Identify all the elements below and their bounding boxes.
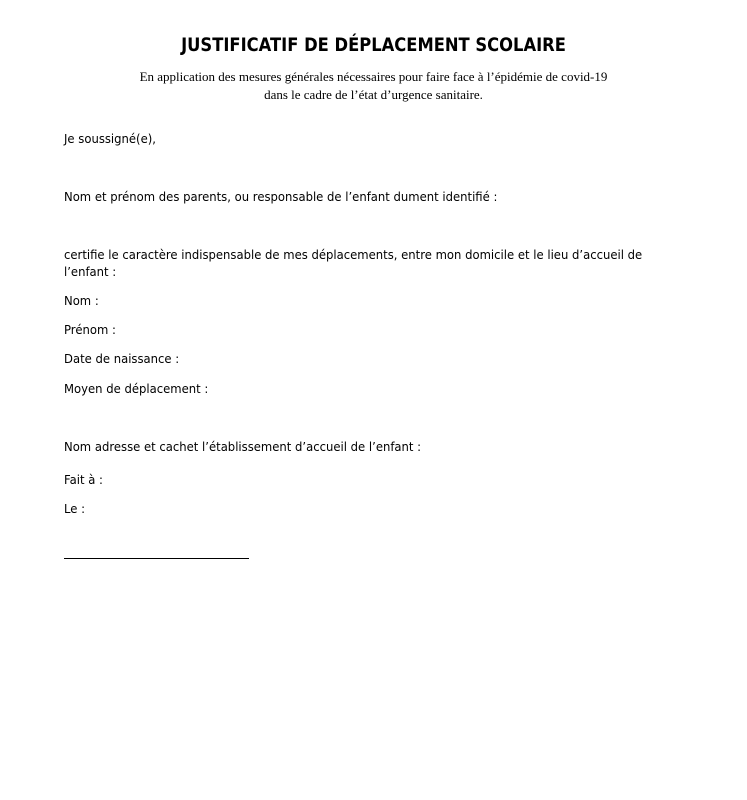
undersigned-label: Je soussigné(e), bbox=[64, 131, 156, 146]
place-label: Fait à : bbox=[64, 472, 103, 487]
school-info-label: Nom adresse et cachet l’établissement d’accueil de l’enfant : bbox=[64, 439, 422, 454]
child-last-name-label: Nom : bbox=[64, 293, 99, 308]
transport-label: Moyen de déplacement : bbox=[64, 381, 209, 396]
document-title: JUSTIFICATIF DE DÉPLACEMENT SCOLAIRE bbox=[181, 34, 566, 56]
subtitle-line-2: dans le cadre de l’état d’urgence sanitaire. bbox=[264, 87, 483, 102]
date-label: Le : bbox=[64, 501, 86, 516]
certify-text-line-1: certifie le caractère indispensable de mes déplacements, entre mon domicile et le lieu d’accueil de bbox=[64, 247, 643, 262]
child-first-name-label: Prénom : bbox=[64, 322, 116, 337]
subtitle-line-1: En application des mesures générales nécessaires pour faire face à l’épidémie de covid-19 bbox=[139, 69, 608, 84]
certify-text-line-2: l’enfant : bbox=[64, 264, 117, 279]
birthdate-label: Date de naissance : bbox=[64, 351, 180, 366]
parent-name-field-label: Nom et prénom des parents, ou responsable de l’enfant dument identifié : bbox=[64, 189, 498, 204]
signature-line bbox=[64, 558, 249, 559]
